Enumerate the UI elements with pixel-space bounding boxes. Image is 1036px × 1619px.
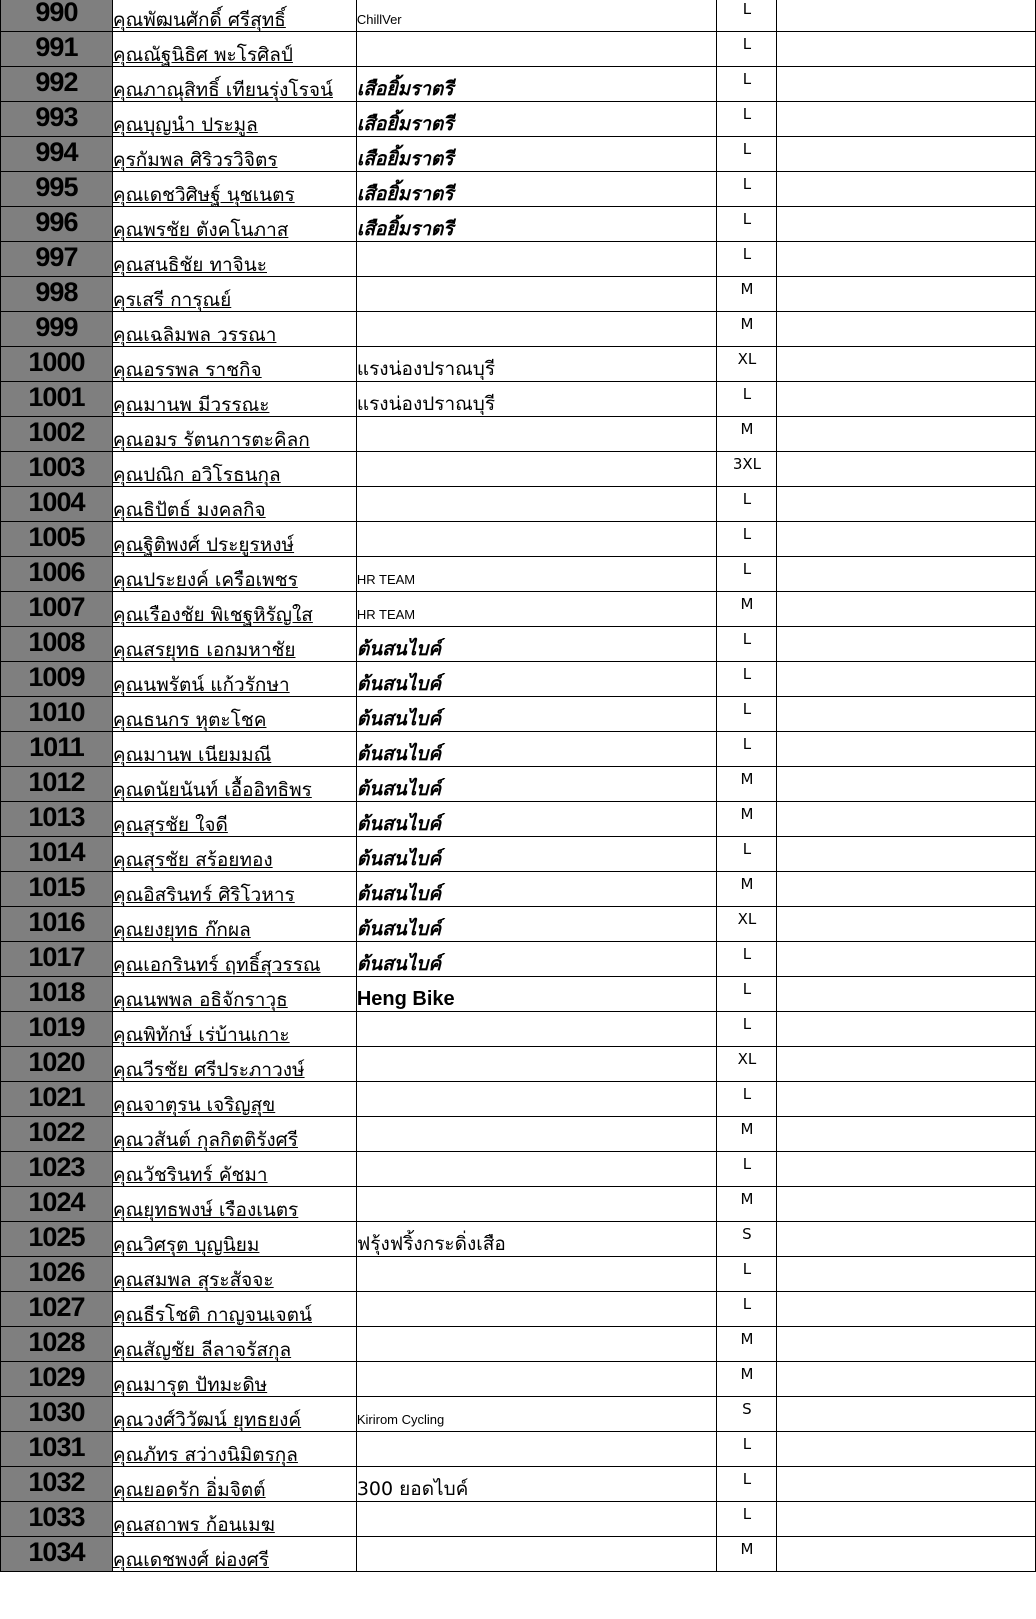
shirt-size-cell[interactable]: L bbox=[717, 732, 777, 767]
team-cell[interactable] bbox=[356, 802, 717, 837]
team-cell[interactable] bbox=[356, 487, 717, 522]
empty-cell[interactable] bbox=[777, 732, 1036, 767]
team-cell[interactable] bbox=[356, 557, 717, 592]
empty-cell[interactable] bbox=[777, 1117, 1036, 1152]
name-cell[interactable]: คุณมานพ เนียมมณี bbox=[112, 732, 356, 767]
table-row bbox=[1, 67, 1036, 102]
team-cell[interactable] bbox=[356, 67, 717, 102]
empty-cell[interactable] bbox=[777, 767, 1036, 802]
team-label: ต้นสนไบค์ bbox=[356, 708, 442, 730]
shirt-size-cell[interactable]: M bbox=[717, 1537, 777, 1572]
team-cell[interactable] bbox=[356, 32, 717, 67]
team-cell[interactable] bbox=[356, 1012, 717, 1047]
team-label: HR TEAM bbox=[356, 607, 416, 622]
name-cell[interactable]: คุณดนัยนันท์ เอื้ออิทธิพร bbox=[112, 767, 356, 802]
team-label: HR TEAM bbox=[356, 572, 416, 587]
name-cell[interactable]: คุณธนกร หุตะโชค bbox=[112, 697, 356, 732]
name-cell[interactable]: คุณสุรชัย สร้อยทอง bbox=[112, 837, 356, 872]
team-cell[interactable] bbox=[356, 277, 717, 312]
table-row bbox=[1, 1397, 1036, 1432]
name-cell[interactable]: คุณนพรัตน์ แก้วรักษา bbox=[112, 662, 356, 697]
table-row bbox=[1, 942, 1036, 977]
empty-cell[interactable] bbox=[777, 1327, 1036, 1362]
name-cell[interactable]: คุณนพพล อธิจักราวุธ bbox=[112, 977, 356, 1012]
row-number-cell[interactable]: 1001 bbox=[1, 382, 113, 417]
name-cell[interactable]: คุณมานพ มีวรรณะ bbox=[112, 382, 356, 417]
table-row bbox=[1, 242, 1036, 277]
team-label: ต้นสนไบค์ bbox=[356, 743, 442, 765]
name-cell[interactable]: คุณยอดรัก อิ่มจิตต์ bbox=[112, 1467, 356, 1502]
empty-cell[interactable] bbox=[777, 1222, 1036, 1257]
shirt-size-cell[interactable]: M bbox=[717, 1117, 777, 1152]
shirt-size-cell[interactable]: L bbox=[717, 942, 777, 977]
team-label: Kirirom Cycling bbox=[356, 1412, 445, 1427]
empty-cell[interactable] bbox=[777, 1467, 1036, 1502]
name-cell[interactable]: คุณเอกรินทร์ ฤทธิ์สุวรรณ bbox=[112, 942, 356, 977]
team-cell[interactable] bbox=[356, 907, 717, 942]
table-row bbox=[1, 802, 1036, 837]
shirt-size-cell[interactable]: L bbox=[717, 207, 777, 242]
team-label: ต้นสนไบค์ bbox=[356, 848, 442, 870]
team-cell[interactable] bbox=[356, 977, 717, 1012]
empty-cell[interactable] bbox=[777, 942, 1036, 977]
team-label: แรงน่องปราณบุรี bbox=[356, 358, 496, 380]
name-cell[interactable]: คุณสนธิชัย ทาจินะ bbox=[112, 242, 356, 277]
table-row bbox=[1, 907, 1036, 942]
name-cell[interactable]: คุณเรืองชัย พิเชฐหิรัญใส bbox=[112, 592, 356, 627]
empty-cell[interactable] bbox=[777, 1257, 1036, 1292]
shirt-size-cell[interactable]: M bbox=[717, 417, 777, 452]
name-cell[interactable]: คุณอิสรินทร์ ศิริโวหาร bbox=[112, 872, 356, 907]
name-cell[interactable]: คุณอรรพล ราชกิจ bbox=[112, 347, 356, 382]
empty-cell[interactable] bbox=[777, 557, 1036, 592]
table-row bbox=[1, 662, 1036, 697]
name-cell[interactable]: คุณปณิก อวิโรธนกุล bbox=[112, 452, 356, 487]
empty-cell[interactable] bbox=[777, 977, 1036, 1012]
table-row bbox=[1, 557, 1036, 592]
table-row bbox=[1, 977, 1036, 1012]
table-row bbox=[1, 312, 1036, 347]
shirt-size-cell[interactable]: M bbox=[717, 277, 777, 312]
table-row bbox=[1, 1082, 1036, 1117]
name-cell[interactable]: คุณวิศรุต บุญนิยม bbox=[112, 1222, 356, 1257]
row-number-cell[interactable]: 991 bbox=[1, 32, 113, 67]
team-label: ฟรุ้งฟริ้งกระดิ่งเสือ bbox=[356, 1233, 506, 1255]
empty-cell[interactable] bbox=[777, 0, 1036, 32]
name-cell[interactable]: คุณธีรโชติ กาญจนเจตน์ bbox=[112, 1292, 356, 1327]
table-row bbox=[1, 1187, 1036, 1222]
shirt-size-cell[interactable]: XL bbox=[717, 347, 777, 382]
team-cell[interactable] bbox=[356, 1187, 717, 1222]
team-label: เสือยิ้มราตรี bbox=[356, 218, 454, 240]
team-cell[interactable] bbox=[356, 1257, 717, 1292]
team-label: ต้นสนไบค์ bbox=[356, 813, 442, 835]
shirt-size-cell[interactable]: L bbox=[717, 1502, 777, 1537]
team-cell[interactable] bbox=[356, 1152, 717, 1187]
row-number-cell[interactable]: 1023 bbox=[1, 1152, 113, 1187]
empty-cell[interactable] bbox=[777, 312, 1036, 347]
team-label: ต้นสนไบค์ bbox=[356, 918, 442, 940]
shirt-size-cell[interactable]: L bbox=[717, 137, 777, 172]
row-number-cell[interactable]: 1017 bbox=[1, 942, 113, 977]
empty-cell[interactable] bbox=[777, 1082, 1036, 1117]
name-cell[interactable]: คุณประยงค์ เครือเพชร bbox=[112, 557, 356, 592]
shirt-size-cell[interactable]: L bbox=[717, 1292, 777, 1327]
team-cell[interactable] bbox=[356, 662, 717, 697]
name-cell[interactable]: คุณภาณุสิทธิ์ เทียนรุ่งโรจน์ bbox=[112, 67, 356, 102]
empty-cell[interactable] bbox=[777, 1152, 1036, 1187]
row-number-cell[interactable]: 1004 bbox=[1, 487, 113, 522]
name-cell[interactable]: คุณจาตุรน เจริญสุข bbox=[112, 1082, 356, 1117]
empty-cell[interactable] bbox=[777, 382, 1036, 417]
row-number-cell[interactable]: 1013 bbox=[1, 802, 113, 837]
row-number-cell[interactable]: 1028 bbox=[1, 1327, 113, 1362]
shirt-size-cell[interactable]: L bbox=[717, 662, 777, 697]
name-cell[interactable]: คุณเฉลิมพล วรรณา bbox=[112, 312, 356, 347]
team-cell[interactable] bbox=[356, 1292, 717, 1327]
team-cell[interactable] bbox=[356, 1117, 717, 1152]
empty-cell[interactable] bbox=[777, 1537, 1036, 1572]
name-cell[interactable]: คุณภัทร สว่างนิมิตรกุล bbox=[112, 1432, 356, 1467]
team-cell[interactable] bbox=[356, 872, 717, 907]
team-label: ต้นสนไบค์ bbox=[356, 883, 442, 905]
table-row bbox=[1, 1327, 1036, 1362]
table-row bbox=[1, 207, 1036, 242]
empty-cell[interactable] bbox=[777, 627, 1036, 662]
table-row bbox=[1, 522, 1036, 557]
row-number-cell[interactable]: 1009 bbox=[1, 662, 113, 697]
table-row bbox=[1, 592, 1036, 627]
name-cell[interactable]: คุณสุรชัย ใจดี bbox=[112, 802, 356, 837]
row-number-cell[interactable]: 1033 bbox=[1, 1502, 113, 1537]
shirt-size-cell[interactable]: M bbox=[717, 1362, 777, 1397]
row-number-cell[interactable]: 992 bbox=[1, 67, 113, 102]
shirt-size-cell[interactable]: L bbox=[717, 487, 777, 522]
shirt-size-cell[interactable]: L bbox=[717, 977, 777, 1012]
row-number-cell[interactable]: 1012 bbox=[1, 767, 113, 802]
empty-cell[interactable] bbox=[777, 102, 1036, 137]
row-number-cell[interactable]: 1010 bbox=[1, 697, 113, 732]
table-row bbox=[1, 627, 1036, 662]
empty-cell[interactable] bbox=[777, 32, 1036, 67]
name-cell[interactable]: คุณยุทธพงษ์ เรืองเนตร bbox=[112, 1187, 356, 1222]
team-cell[interactable] bbox=[356, 242, 717, 277]
row-number-cell[interactable]: 1034 bbox=[1, 1537, 113, 1572]
row-number-cell[interactable]: 994 bbox=[1, 137, 113, 172]
table-row bbox=[1, 382, 1036, 417]
row-number-cell[interactable]: 1005 bbox=[1, 522, 113, 557]
team-label: Heng Bike bbox=[356, 988, 455, 1010]
table-row bbox=[1, 1432, 1036, 1467]
team-cell[interactable] bbox=[356, 592, 717, 627]
row-number-cell[interactable]: 1007 bbox=[1, 592, 113, 627]
table-row bbox=[1, 697, 1036, 732]
row-number-cell[interactable]: 1022 bbox=[1, 1117, 113, 1152]
row-number-cell[interactable]: 1021 bbox=[1, 1082, 113, 1117]
team-cell[interactable] bbox=[356, 1432, 717, 1467]
shirt-size-cell[interactable]: L bbox=[717, 697, 777, 732]
name-cell[interactable]: คุณพัฒนศักดิ์ ศรีสุทธิ์ bbox=[112, 0, 356, 32]
team-cell[interactable] bbox=[356, 697, 717, 732]
team-cell[interactable] bbox=[356, 1327, 717, 1362]
empty-cell[interactable] bbox=[777, 487, 1036, 522]
table-row bbox=[1, 347, 1036, 382]
team-cell[interactable] bbox=[356, 1397, 717, 1432]
table-row bbox=[1, 102, 1036, 137]
team-label: 300 ยอดไบค์ bbox=[356, 1478, 469, 1500]
shirt-size-cell[interactable]: L bbox=[717, 557, 777, 592]
shirt-size-cell[interactable]: M bbox=[717, 872, 777, 907]
row-number-cell[interactable]: 996 bbox=[1, 207, 113, 242]
team-label: ต้นสนไบค์ bbox=[356, 673, 442, 695]
table-row bbox=[1, 137, 1036, 172]
row-number-cell[interactable]: 1025 bbox=[1, 1222, 113, 1257]
name-cell[interactable]: คุณณัฐนิธิศ พะโรศิลป์ bbox=[112, 32, 356, 67]
shirt-size-cell[interactable]: L bbox=[717, 1082, 777, 1117]
table-row bbox=[1, 172, 1036, 207]
team-cell[interactable] bbox=[356, 417, 717, 452]
name-cell[interactable]: คุณวีรชัย ศรีประภาวงษ์ bbox=[112, 1047, 356, 1082]
shirt-size-cell[interactable]: L bbox=[717, 522, 777, 557]
team-cell[interactable] bbox=[356, 172, 717, 207]
team-cell[interactable] bbox=[356, 347, 717, 382]
table-row bbox=[1, 1047, 1036, 1082]
shirt-size-cell[interactable]: L bbox=[717, 1467, 777, 1502]
empty-cell[interactable] bbox=[777, 697, 1036, 732]
empty-cell[interactable] bbox=[777, 837, 1036, 872]
table-row bbox=[1, 837, 1036, 872]
table-row bbox=[1, 1012, 1036, 1047]
table-row bbox=[1, 417, 1036, 452]
empty-cell[interactable] bbox=[777, 1187, 1036, 1222]
shirt-size-cell[interactable]: L bbox=[717, 67, 777, 102]
table-row bbox=[1, 1152, 1036, 1187]
table-row bbox=[1, 0, 1036, 32]
sheet-body bbox=[1, 0, 1036, 1572]
shirt-size-cell[interactable]: L bbox=[717, 1012, 777, 1047]
row-number-cell[interactable]: 1018 bbox=[1, 977, 113, 1012]
shirt-size-cell[interactable]: M bbox=[717, 1327, 777, 1362]
name-cell[interactable]: คุณอมร รัตนการตะคิลก bbox=[112, 417, 356, 452]
name-cell[interactable]: คุณวสันต์ กุลกิตติรังศรี bbox=[112, 1117, 356, 1152]
shirt-size-cell[interactable]: L bbox=[717, 32, 777, 67]
name-cell[interactable]: คุณสถาพร ก้อนเมฆ bbox=[112, 1502, 356, 1537]
table-row bbox=[1, 1362, 1036, 1397]
team-label: เสือยิ้มราตรี bbox=[356, 148, 454, 170]
team-cell[interactable] bbox=[356, 627, 717, 662]
name-cell[interactable]: คุณฐิติพงศ์ ประยูรหงษ์ bbox=[112, 522, 356, 557]
team-cell[interactable] bbox=[356, 102, 717, 137]
shirt-size-cell[interactable]: XL bbox=[717, 907, 777, 942]
name-cell[interactable]: คุรกัมพล ศิริวรวิจิตร bbox=[112, 137, 356, 172]
row-number-cell[interactable]: 1032 bbox=[1, 1467, 113, 1502]
shirt-size-cell[interactable]: 3XL bbox=[717, 452, 777, 487]
team-cell[interactable] bbox=[356, 767, 717, 802]
row-number-cell[interactable]: 1008 bbox=[1, 627, 113, 662]
shirt-size-cell[interactable]: M bbox=[717, 312, 777, 347]
team-cell[interactable] bbox=[356, 1047, 717, 1082]
empty-cell[interactable] bbox=[777, 1432, 1036, 1467]
team-label: เสือยิ้มราตรี bbox=[356, 113, 454, 135]
team-cell[interactable] bbox=[356, 1362, 717, 1397]
team-cell[interactable] bbox=[356, 0, 717, 32]
empty-cell[interactable] bbox=[777, 1362, 1036, 1397]
empty-cell[interactable] bbox=[777, 662, 1036, 697]
team-cell[interactable] bbox=[356, 837, 717, 872]
row-number-cell[interactable]: 1011 bbox=[1, 732, 113, 767]
shirt-size-cell[interactable]: L bbox=[717, 1152, 777, 1187]
team-label: ต้นสนไบค์ bbox=[356, 638, 442, 660]
empty-cell[interactable] bbox=[777, 277, 1036, 312]
row-number-cell[interactable]: 1020 bbox=[1, 1047, 113, 1082]
empty-cell[interactable] bbox=[777, 1012, 1036, 1047]
empty-cell[interactable] bbox=[777, 1292, 1036, 1327]
shirt-size-cell[interactable]: L bbox=[717, 1257, 777, 1292]
empty-cell[interactable] bbox=[777, 1397, 1036, 1432]
name-cell[interactable]: คุณธิปัตธ์ มงคลกิจ bbox=[112, 487, 356, 522]
row-number-cell[interactable]: 1000 bbox=[1, 347, 113, 382]
name-cell[interactable]: คุณพรชัย ตังคโนภาส bbox=[112, 207, 356, 242]
shirt-size-cell[interactable]: L bbox=[717, 0, 777, 32]
row-number-cell[interactable]: 1016 bbox=[1, 907, 113, 942]
empty-cell[interactable] bbox=[777, 67, 1036, 102]
team-cell[interactable] bbox=[356, 1082, 717, 1117]
name-cell[interactable]: คุณสมพล สุระสัจจะ bbox=[112, 1257, 356, 1292]
row-number-cell[interactable]: 997 bbox=[1, 242, 113, 277]
name-cell[interactable]: คุณสัญชัย ลีลาจรัสกุล bbox=[112, 1327, 356, 1362]
name-cell[interactable]: คุณวงศ์วิวัฒน์ ยุทธยงค์ bbox=[112, 1397, 356, 1432]
team-label: ต้นสนไบค์ bbox=[356, 778, 442, 800]
team-cell[interactable] bbox=[356, 732, 717, 767]
table-row bbox=[1, 452, 1036, 487]
shirt-size-cell[interactable]: L bbox=[717, 242, 777, 277]
empty-cell[interactable] bbox=[777, 172, 1036, 207]
table-row bbox=[1, 1117, 1036, 1152]
row-number-cell[interactable]: 1002 bbox=[1, 417, 113, 452]
row-number-cell[interactable]: 1024 bbox=[1, 1187, 113, 1222]
empty-cell[interactable] bbox=[777, 592, 1036, 627]
shirt-size-cell[interactable]: M bbox=[717, 802, 777, 837]
team-cell[interactable] bbox=[356, 1222, 717, 1257]
empty-cell[interactable] bbox=[777, 417, 1036, 452]
table-row bbox=[1, 1222, 1036, 1257]
shirt-size-cell[interactable]: M bbox=[717, 1187, 777, 1222]
row-number-cell[interactable]: 1006 bbox=[1, 557, 113, 592]
row-number-cell[interactable]: 1026 bbox=[1, 1257, 113, 1292]
shirt-size-cell[interactable]: S bbox=[717, 1397, 777, 1432]
empty-cell[interactable] bbox=[777, 347, 1036, 382]
row-number-cell[interactable]: 1019 bbox=[1, 1012, 113, 1047]
name-cell[interactable]: คุรเสรี การุณย์ bbox=[112, 277, 356, 312]
team-cell[interactable] bbox=[356, 1502, 717, 1537]
row-number-cell[interactable]: 995 bbox=[1, 172, 113, 207]
shirt-size-cell[interactable]: L bbox=[717, 627, 777, 662]
name-cell[interactable]: คุณเดชพงศ์ ผ่องศรี bbox=[112, 1537, 356, 1572]
row-number-cell[interactable]: 993 bbox=[1, 102, 113, 137]
name-cell[interactable]: คุณมารุต ปัทมะดิษ bbox=[112, 1362, 356, 1397]
empty-cell[interactable] bbox=[777, 452, 1036, 487]
shirt-size-cell[interactable]: L bbox=[717, 382, 777, 417]
empty-cell[interactable] bbox=[777, 522, 1036, 557]
name-cell[interactable]: คุณเดชวิศิษฐ์ นุชเนตร bbox=[112, 172, 356, 207]
row-number-cell[interactable]: 1029 bbox=[1, 1362, 113, 1397]
name-cell[interactable]: คุณยงยุทธ ก๊กผล bbox=[112, 907, 356, 942]
empty-cell[interactable] bbox=[777, 1047, 1036, 1082]
row-number-cell[interactable]: 990 bbox=[1, 0, 113, 32]
shirt-size-cell[interactable]: L bbox=[717, 837, 777, 872]
empty-cell[interactable] bbox=[777, 137, 1036, 172]
shirt-size-cell[interactable]: L bbox=[717, 102, 777, 137]
table-row bbox=[1, 1467, 1036, 1502]
team-label: เสือยิ้มราตรี bbox=[356, 78, 454, 100]
table-row bbox=[1, 1292, 1036, 1327]
table-row bbox=[1, 487, 1036, 522]
team-cell[interactable] bbox=[356, 207, 717, 242]
team-cell[interactable] bbox=[356, 312, 717, 347]
row-number-cell[interactable]: 1015 bbox=[1, 872, 113, 907]
team-label: ChillVer bbox=[356, 12, 402, 27]
team-label: ต้นสนไบค์ bbox=[356, 953, 442, 975]
row-number-cell[interactable]: 1003 bbox=[1, 452, 113, 487]
team-cell[interactable] bbox=[356, 452, 717, 487]
shirt-size-cell[interactable]: L bbox=[717, 1432, 777, 1467]
shirt-size-cell[interactable]: L bbox=[717, 172, 777, 207]
table-row bbox=[1, 277, 1036, 312]
row-number-cell[interactable]: 1031 bbox=[1, 1432, 113, 1467]
row-number-cell[interactable]: 1027 bbox=[1, 1292, 113, 1327]
name-cell[interactable]: คุณพิทักษ์ เร่บ้านเกาะ bbox=[112, 1012, 356, 1047]
name-cell[interactable]: คุณวัชรินทร์ คัชมา bbox=[112, 1152, 356, 1187]
team-cell[interactable] bbox=[356, 1467, 717, 1502]
team-cell[interactable] bbox=[356, 522, 717, 557]
empty-cell[interactable] bbox=[777, 242, 1036, 277]
row-number-cell[interactable]: 999 bbox=[1, 312, 113, 347]
table-row bbox=[1, 1537, 1036, 1572]
table-row bbox=[1, 767, 1036, 802]
empty-cell[interactable] bbox=[777, 907, 1036, 942]
name-cell[interactable]: คุณบุญนำ ประมูล bbox=[112, 102, 356, 137]
shirt-size-cell[interactable]: M bbox=[717, 592, 777, 627]
empty-cell[interactable] bbox=[777, 872, 1036, 907]
table-row bbox=[1, 872, 1036, 907]
table-row bbox=[1, 1257, 1036, 1292]
table-row bbox=[1, 32, 1036, 67]
shirt-size-cell[interactable]: S bbox=[717, 1222, 777, 1257]
name-cell[interactable]: คุณสรยุทธ เอกมหาชัย bbox=[112, 627, 356, 662]
team-label: เสือยิ้มราตรี bbox=[356, 183, 454, 205]
team-cell[interactable] bbox=[356, 942, 717, 977]
row-number-cell[interactable]: 1030 bbox=[1, 1397, 113, 1432]
empty-cell[interactable] bbox=[777, 802, 1036, 837]
row-number-cell[interactable]: 1014 bbox=[1, 837, 113, 872]
table-row bbox=[1, 732, 1036, 767]
team-cell[interactable] bbox=[356, 382, 717, 417]
table-row bbox=[1, 1502, 1036, 1537]
empty-cell[interactable] bbox=[777, 1502, 1036, 1537]
row-number-cell[interactable]: 998 bbox=[1, 277, 113, 312]
shirt-size-cell[interactable]: M bbox=[717, 767, 777, 802]
team-cell[interactable] bbox=[356, 137, 717, 172]
shirt-size-cell[interactable]: XL bbox=[717, 1047, 777, 1082]
empty-cell[interactable] bbox=[777, 207, 1036, 242]
team-label: แรงน่องปราณบุรี bbox=[356, 393, 496, 415]
team-cell[interactable] bbox=[356, 1537, 717, 1572]
